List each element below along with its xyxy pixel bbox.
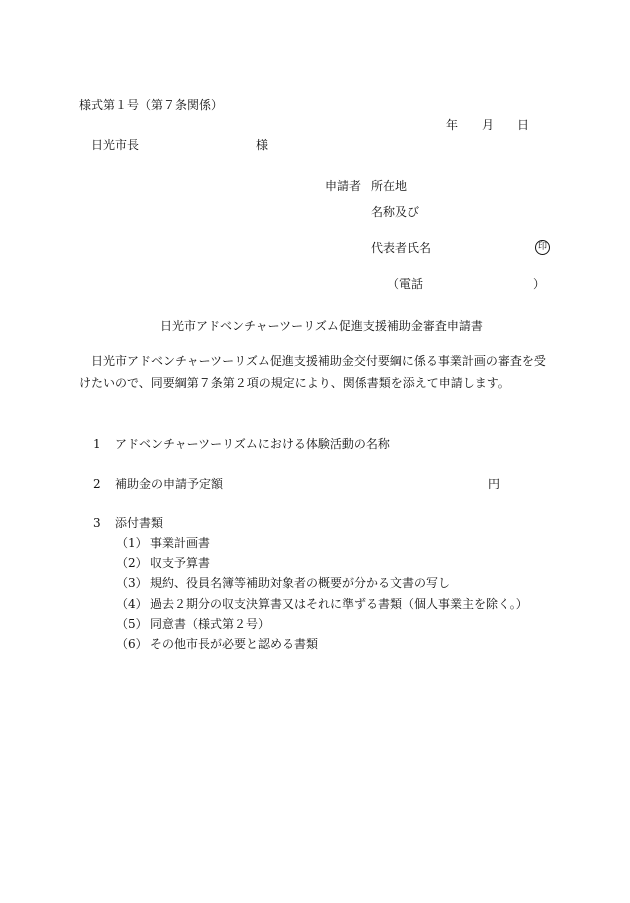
attachment-5-number: （5） [116, 617, 148, 631]
attachment-4-text: 過去２期分の収支決算書又はそれに準ずる書類（個人事業主を除く。） [150, 597, 528, 611]
item-3-text: 添付書類 [115, 516, 164, 530]
form-number: 様式第１号（第７条関係） [79, 98, 224, 112]
addressee-honorific: 様 [256, 138, 269, 152]
date-month-label: 月 [482, 118, 495, 132]
attachment-1-text: 事業計画書 [150, 536, 211, 550]
attachment-2-text: 収支予算書 [150, 556, 211, 570]
attachment-4-number: （4） [116, 597, 148, 611]
item-2-text: 補助金の申請予定額 [115, 477, 224, 491]
attachment-5-text: 同意書（様式第２号） [150, 617, 271, 631]
phone-close: ） [533, 277, 546, 291]
applicant-label: 申請者 [325, 179, 362, 193]
date-year-label: 年 [446, 118, 459, 132]
representative-label: 代表者氏名 [371, 241, 432, 255]
attachment-3-number: （3） [116, 576, 148, 590]
phone-open: （電話 [387, 277, 424, 291]
date-day-label: 日 [517, 118, 530, 132]
item-2-number: 2 [93, 477, 101, 491]
addressee-name: 日光市長 [91, 138, 140, 152]
name-label: 名称及び [371, 205, 420, 219]
seal-mark: 印 [535, 240, 550, 255]
document-title: 日光市アドベンチャーツーリズム促進支援補助金審査申請書 [160, 319, 483, 333]
attachment-6-number: （6） [116, 637, 148, 651]
address-label: 所在地 [371, 179, 408, 193]
attachment-1-number: （1） [116, 536, 148, 550]
body-paragraph: 日光市アドベンチャーツーリズム促進支援補助金交付要綱に係る事業計画の審査を受けたいので、同要綱第７条第２項の規定により、関係書類を添えて申請します。 [79, 354, 546, 390]
item-3-number: 3 [93, 516, 101, 530]
item-1-number: 1 [93, 437, 101, 451]
item-2-unit: 円 [488, 477, 501, 491]
attachment-6-text: その他市長が必要と認める書類 [150, 637, 319, 651]
attachment-2-number: （2） [116, 556, 148, 570]
attachment-3-text: 規約、役員名簿等補助対象者の概要が分かる文書の写し [150, 576, 451, 590]
item-1-text: アドベンチャーツーリズムにおける体験活動の名称 [115, 437, 390, 451]
